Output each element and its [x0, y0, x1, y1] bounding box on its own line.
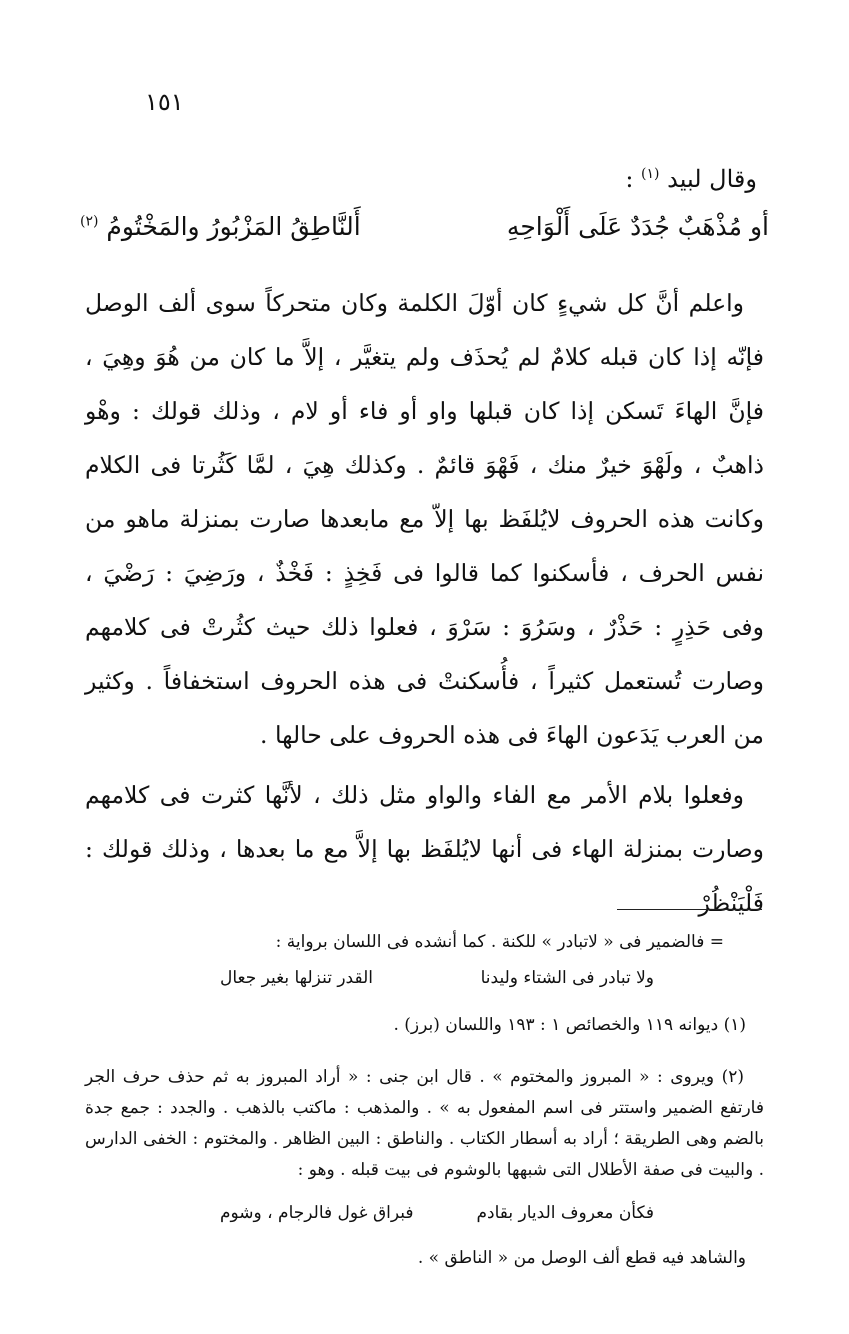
- body-paragraph-1: [85, 276, 764, 762]
- verse-second-hemistich: أَلنَّاطِقُ المَزْبُورُ والمَخْتُومُ: [106, 212, 361, 241]
- continuation-verse-first: ولا تبادر فى الشتاء وليدنا: [480, 968, 654, 988]
- body-paragraph-2-text: وفعلوا بلام الأمر مع الفاء والواو مثل ذلك ، لأنَّها كثرت فى كلامهم وصارت بمنزلة الهاء فى أنها لايُلفَظ بها إلاَّ مع ما بعدها ، وذلك قولك : فَلْيَنْظُرْ: [85, 781, 764, 917]
- body-paragraph-1-text: واعلم أنَّ كل شيءٍ كان أوّلَ الكلمة وكان متحركاً سوى ألف الوصل فإنّه إذا كان قبله كلامٌ لم يُحذَف ولم يتغيَّر ، إلاَّ ما كان من هُوَ وهِيَ ، فإنَّ الهاءَ تَسكن إذا كان قبلها واو أو فاء أو لام ، وذلك قولك : وهْو ذاهبٌ ، ولَهْوَ خيرٌ منك ، فَهْوَ قائمٌ . وكذلك هِيَ ، لمَّا كَثُرتا فى الكلام وكانت هذه الحروف لايُلفَظ بها إلاّ مع مابعدها صارت بمنزلة ماهو من نفس الحرف ، فأسكنوا كما قالوا فى فَخِذٍ : فَخْذٌ ، ورَضِيَ : رَضْيَ ، وفى حَذِرٍ : حَذْرٌ ، وسَرُوَ : سَرْوَ ، فعلوا ذلك حيث كثُرتْ فى كلامهم وصارت تُستعمل كثيراً ، فأُسكنتْ فى هذه الحروف استخفافاً . وكثير من العرب يَدَعون الهاءَ فى هذه الحروف على حالها .: [85, 289, 764, 749]
- verse-second-hemistich-wrap: [80, 212, 361, 241]
- body-paragraph-2: [85, 768, 764, 930]
- footnote-2: [85, 1062, 764, 1186]
- footnote-2-conclusion: والشاهد فيه قطع ألف الوصل من « الناطق » .: [417, 1248, 746, 1268]
- continuation-verse-second: القدر تنزلها بغير جعال: [220, 968, 373, 988]
- page-number: ١٥١: [145, 88, 184, 116]
- footnote-2-text: (٢) ويروى : « المبروز والمختوم » . قال ابن جنى : « أراد المبروز به ثم حذف حرف الجر فارتفع الضمير واستتر فى اسم المفعول به » . والمذهب : ماكتب بالذهب . والجدد : جمع جدة بالضم وهى الطريقة ؛ أراد به أسطار الكتاب . والناطق : البين الظاهر . والمختوم : الخفى الدارس . والبيت فى صفة الأطلال التى شبهها بالوشوم فى بيت قبله . وهو :: [85, 1067, 764, 1180]
- introduction-colon: :: [625, 165, 642, 193]
- footnote-reference-1: (١): [641, 166, 660, 182]
- footnote-2-verse-first: فكأن معروف الديار بقادم: [476, 1203, 654, 1223]
- poetry-verse: [80, 212, 769, 256]
- verse-first-hemistich: أو مُذْهَبٌ جُدَدٌ عَلَى أَلْوَاحِهِ: [506, 212, 769, 241]
- introduction-text: وقال لبيد: [667, 165, 757, 193]
- verse-introduction: [625, 165, 757, 193]
- footnote-reference-2: (٢): [80, 213, 99, 230]
- footnote-separator: [617, 909, 762, 910]
- footnote-2-verse-second: فبراق غول فالرجام ، وشوم: [220, 1203, 414, 1223]
- footnote-continuation: = فالضمير فى « لاتبادر » للكنة . كما أنشده فى اللسان برواية :: [275, 932, 724, 952]
- footnote-1: (١) ديوانه ١١٩ والخصائص ١ : ١٩٣ واللسان (برز) .: [393, 1015, 746, 1035]
